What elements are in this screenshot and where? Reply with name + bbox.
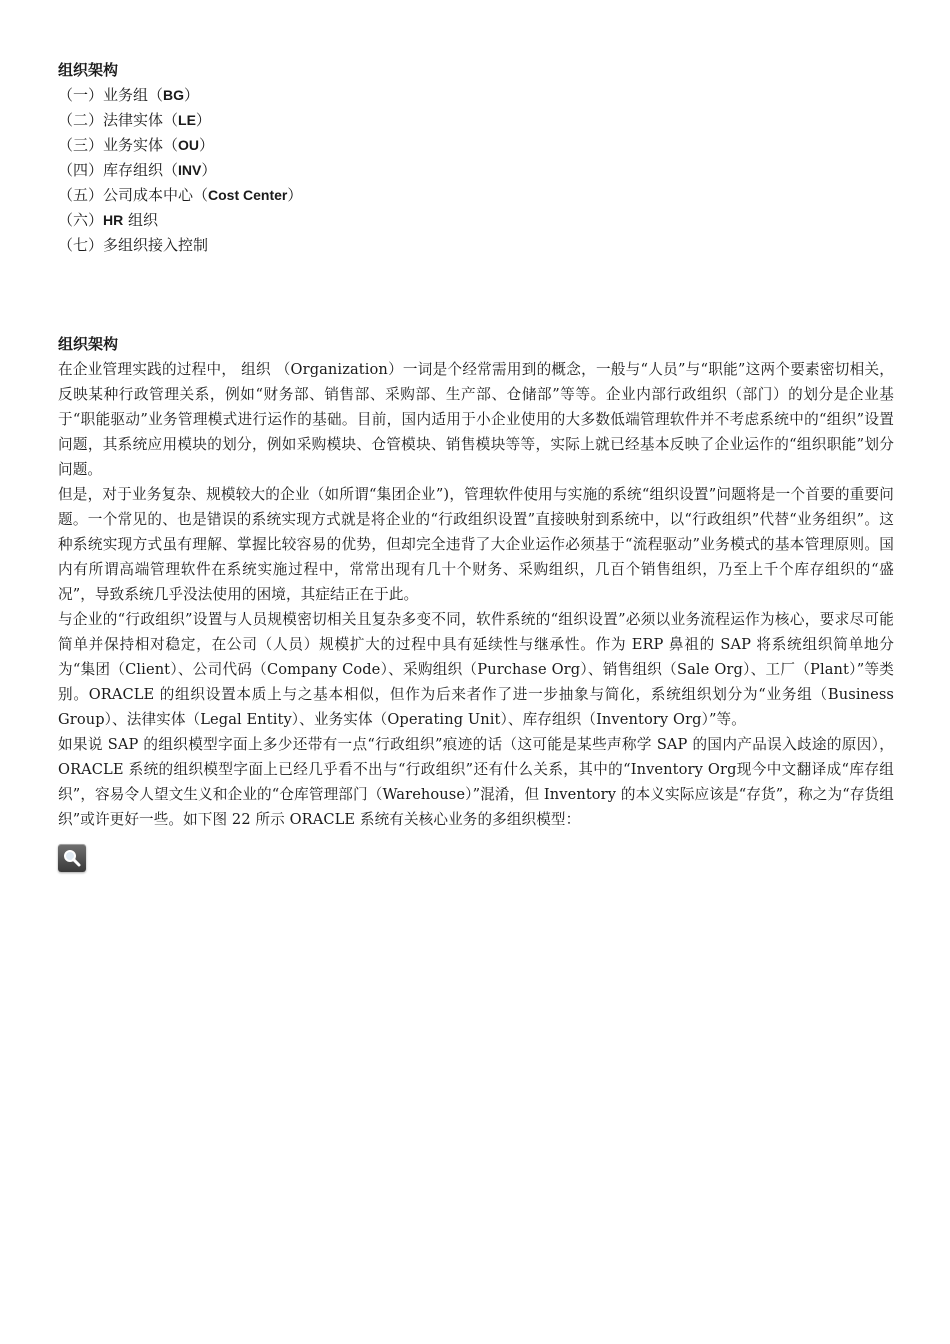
toc-item bbox=[58, 183, 894, 208]
toc-item bbox=[58, 208, 894, 233]
toc-item bbox=[58, 233, 894, 258]
toc-item-prefix: （三）业务实体（ bbox=[58, 136, 179, 154]
toc-item-suffix: ） bbox=[201, 161, 217, 179]
body-paragraph: 如果说 SAP 的组织模型字面上多少还带有一点“行政组织”痕迹的话（这可能是某些声称学 SAP 的国内产品误入歧途的原因），ORACLE 系统的组织模型字面上已经几乎看不出与“行政组织”还有什么关系，其中的“Inventory Org现今中文翻译成“库存组织”，容易令人望文生义和企业的“仓库管理部门（Warehouse）”混淆，但 Inventory 的本义实际应该是“存货”，称之为“存货组织”或许更好一些。如下图 22 所示 ORACLE 系统有关核心业务的多组织模型： bbox=[58, 736, 894, 828]
toc-item-code: LE bbox=[178, 112, 196, 128]
toc-item-prefix: （二）法律实体（ bbox=[58, 111, 179, 129]
toc-item-prefix: （六） bbox=[58, 211, 104, 229]
toc-title: 组织架构 bbox=[58, 61, 119, 79]
toc-item-prefix: （四）库存组织（ bbox=[58, 161, 179, 179]
toc-list bbox=[58, 83, 894, 258]
toc-item-code: BG bbox=[163, 87, 185, 103]
toc-item bbox=[58, 108, 894, 133]
toc-item-suffix: ） bbox=[184, 86, 200, 104]
toc-item-suffix: ） bbox=[199, 136, 215, 154]
toc-item-prefix: （七）多组织接入控制 bbox=[58, 236, 209, 254]
toc-item bbox=[58, 133, 894, 158]
document-page bbox=[58, 58, 894, 872]
toc-item bbox=[58, 158, 894, 183]
toc-item-suffix: 组织 bbox=[123, 211, 159, 229]
toc-item-suffix: ） bbox=[195, 111, 211, 129]
magnifier-icon bbox=[62, 848, 82, 868]
toc-item-code: OU bbox=[178, 137, 200, 153]
section-spacer bbox=[58, 258, 894, 332]
toc-item-code: Cost Center bbox=[208, 187, 288, 203]
toc-item-code: HR bbox=[103, 212, 124, 228]
body-paragraph: 与企业的“行政组织”设置与人员规模密切相关且复杂多变不同，软件系统的“组织设置”必须以业务流程运作为核心，要求尽可能简单并保持相对稳定，在公司（人员）规模扩大的过程中具有延续性与继承性。作为 ERP 鼻祖的 SAP 将系统组织简单地分为“集团（Client）、公司代码（Company Code）、采购组织（Purchase Org）、销售组织（Sale Org）、工厂（Plant）”等类别。ORACLE 的组织设置本质上与之基本相似，但作为后来者作了进一步抽象与简化，系统组织划分为“业务组（Business Group）、法律实体（Legal Entity）、业务实体（Operating Unit）、库存组织（Inventory Org）”等。 bbox=[58, 611, 894, 728]
toc-item-suffix: ） bbox=[287, 186, 303, 204]
section-title: 组织架构 bbox=[58, 335, 119, 353]
toc-item-prefix: （五）公司成本中心（ bbox=[58, 186, 209, 204]
toc-item-prefix: （一）业务组（ bbox=[58, 86, 164, 104]
toc-item-code: INV bbox=[178, 162, 202, 178]
toc-item bbox=[58, 83, 894, 108]
body-paragraph: 但是，对于业务复杂、规模较大的企业（如所谓“集团企业”)，管理软件使用与实施的系统“组织设置”问题将是一个首要的重要问题。一个常见的、也是错误的系统实现方式就是将企业的“行政组织设置”直接映射到系统中，以“行政组织”代替“业务组织”。这种系统实现方式虽有理解、掌握比较容易的优势，但却完全违背了大企业运作必须基于“流程驱动”业务模式的基本管理原则。国内有所谓高端管理软件在系统实施过程中，常常出现有几十个财务、采购组织，几百个销售组织，乃至上千个库存组织的“盛况”，导致系统几乎没法使用的困境，其症结正在于此。 bbox=[58, 486, 894, 603]
zoom-image-button[interactable] bbox=[58, 844, 86, 872]
body-paragraph: 在企业管理实践的过程中， 组织 （Organization）一词是个经常需用到的概念，一般与“人员”与“职能”这两个要素密切相关，反映某种行政管理关系，例如“财务部、销售部、采购部、生产部、仓储部”等等。企业内部行政组织（部门）的划分是企业基于“职能驱动”业务管理模式进行运作的基础。目前，国内适用于小企业使用的大多数低端管理软件并不考虑系统中的“组织”设置问题，其系统应用模块的划分，例如采购模块、仓管模块、销售模块等等，实际上就已经基本反映了企业运作的“组织职能”划分问题。 bbox=[58, 361, 894, 478]
